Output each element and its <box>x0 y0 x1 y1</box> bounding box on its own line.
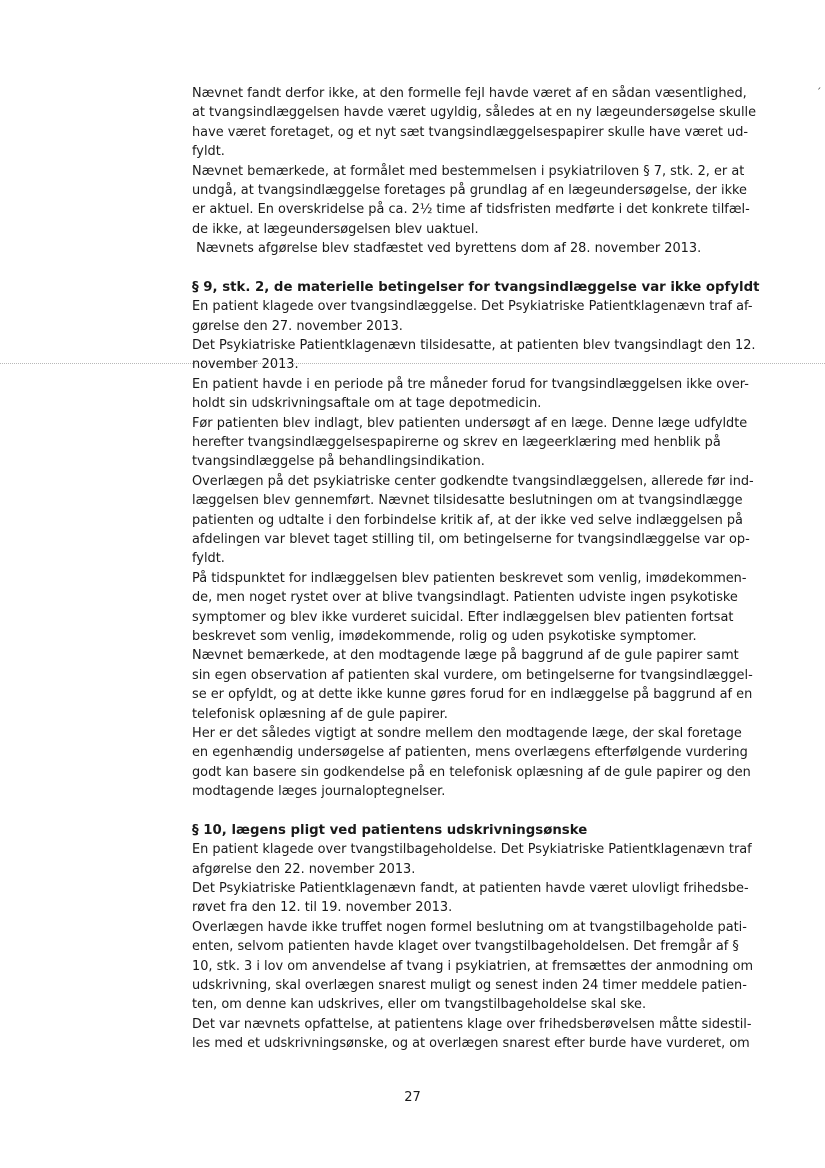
paragraph-line: at tvangsindlæggelsen havde været ugyldig, således at en ny lægeundersøgelse skulle <box>192 105 757 121</box>
paragraph-line: røvet fra den 12. til 19. november 2013. <box>192 900 453 916</box>
paragraph-line: de ikke, at lægeundersøgelsen blev uaktuel. <box>192 221 479 237</box>
paragraph-line: afgørelse den 22. november 2013. <box>192 861 416 877</box>
paragraph-line: Nævnet bemærkede, at formålet med bestemmelsen i psykiatriloven § 7, stk. 2, er at <box>192 163 745 179</box>
paragraph-line: En patient havde i en periode på tre måneder forud for tvangsindlæggelsen ikke over- <box>192 376 749 392</box>
paragraph-line: de, men noget rystet over at blive tvangsindlagt. Patienten udviste ingen psykotiske <box>192 590 738 606</box>
paragraph-line: modtagende læges journaloptegnelser. <box>192 784 446 800</box>
section-9-stk-2 <box>192 278 760 802</box>
paragraph-line: en egenhændig undersøgelse af patienten, mens overlægens efterfølgende vurdering <box>192 745 748 761</box>
paragraph-line: En patient klagede over tvangstilbageholdelse. Det Psykiatriske Patientklagenævn traf <box>192 842 752 858</box>
section-heading: § 9, stk. 2, de materielle betingelser for tvangsindlæggelse var ikke opfyldt <box>192 279 760 295</box>
paragraph-line: afdelingen var blevet taget stilling til, om betingelserne for tvangsindlæggelse var op- <box>192 531 750 547</box>
paragraph-line: Det var nævnets opfattelse, at patientens klage over frihedsberøvelsen måtte sidestil- <box>192 1016 752 1032</box>
paragraph-line: holdt sin udskrivningsaftale om at tage depotmedicin. <box>192 396 542 412</box>
section-gap <box>192 259 748 278</box>
paragraph-line: beskrevet som venlig, imødekommende, rolig og uden psykotiske symptomer. <box>192 628 697 644</box>
paragraph-line: symptomer og blev ikke vurderet suicidal. Efter indlæggelsen blev patienten fortsat <box>192 609 734 625</box>
section-gap <box>192 801 748 820</box>
paragraph-line: Nævnet bemærkede, at den modtagende læge på baggrund af de gule papirer samt <box>192 648 739 664</box>
page-number: 27 <box>404 1090 421 1105</box>
paragraph-line: På tidspunktet for indlæggelsen blev patienten beskrevet som venlig, imødekommen- <box>192 570 747 586</box>
body-text <box>192 84 760 1054</box>
paragraph-line: herefter tvangsindlæggelsespapirerne og skrev en lægeerklæring med henblik på <box>192 435 721 451</box>
paragraph-line: Nævnets afgørelse blev stadfæstet ved byrettens dom af 28. november 2013. <box>192 241 702 257</box>
paragraph-line: enten, selvom patienten havde klaget over tvangstilbageholdelsen. Det fremgår af § <box>192 939 739 955</box>
section-10 <box>192 821 754 1054</box>
paragraph-line: tvangsindlæggelse på behandlingsindikation. <box>192 454 485 470</box>
paragraph-line: fyldt. <box>192 551 225 567</box>
section-intro <box>192 84 757 259</box>
paragraph-line: fyldt. <box>192 144 225 160</box>
paragraph-line: udskrivning, skal overlægen snarest muligt og senest inden 24 timer meddele patien- <box>192 977 747 993</box>
paragraph-line: læggelsen blev gennemført. Nævnet tilsidesatte beslutningen om at tvangsindlægge <box>192 493 743 509</box>
paragraph-line: sin egen observation af patienten skal vurdere, om betingelserne for tvangsindlæggel- <box>192 667 753 683</box>
paragraph-line: se er opfyldt, og at dette ikke kunne gøres forud for en indlæggelse på baggrund af en <box>192 687 753 703</box>
paragraph-line: Overlægen på det psykiatriske center godkendte tvangsindlæggelsen, allerede før ind- <box>192 473 754 489</box>
paragraph-line: Før patienten blev indlagt, blev patienten undersøgt af en læge. Denne læge udfyldte <box>192 415 748 431</box>
paragraph-line: Det Psykiatriske Patientklagenævn tilsidesatte, at patienten blev tvangsindlagt den 12. <box>192 338 756 354</box>
paragraph-line: En patient klagede over tvangsindlæggelse. Det Psykiatriske Patientklagenævn traf af- <box>192 299 753 315</box>
paragraph-line: gørelse den 27. november 2013. <box>192 318 403 334</box>
paragraph-line: patienten og udtalte i den forbindelse kritik af, at der ikke ved selve indlæggelsen på <box>192 512 743 528</box>
paragraph-line: november 2013. <box>192 357 299 373</box>
paragraph-line: Nævnet fandt derfor ikke, at den formelle fejl havde været af en sådan væsentlighed, <box>192 86 747 101</box>
edge-mark: ´ <box>816 86 822 99</box>
paragraph-line: godt kan basere sin godkendelse på en telefonisk oplæsning af de gule papirer og den <box>192 764 751 780</box>
paragraph-line: Overlægen havde ikke truffet nogen formel beslutning om at tvangstilbageholde pati- <box>192 919 747 935</box>
paragraph-line: er aktuel. En overskridelse på ca. 2½ time af tidsfristen medførte i det konkrete tilfæl- <box>192 202 750 218</box>
paragraph-line: telefonisk oplæsning af de gule papirer. <box>192 706 448 722</box>
paragraph-line: Her er det således vigtigt at sondre mellem den modtagende læge, der skal foretage <box>192 725 742 741</box>
paragraph-line: have været foretaget, og et nyt sæt tvangsindlæggelsespapirer skulle have været ud- <box>192 124 749 140</box>
paragraph-line: Det Psykiatriske Patientklagenævn fandt, at patienten havde været ulovligt frihedsbe- <box>192 881 749 897</box>
paragraph-line: 10, stk. 3 i lov om anvendelse af tvang i psykiatrien, at fremsættes der anmodning om <box>192 958 754 974</box>
paragraph-line: undgå, at tvangsindlæggelse foretages på grundlag af en lægeundersøgelse, der ikke <box>192 182 747 198</box>
paragraph-line: ten, om denne kan udskrives, eller om tvangstilbageholdelse skal ske. <box>192 997 647 1013</box>
section-heading: § 10, lægens pligt ved patientens udskrivningsønske <box>192 822 588 838</box>
paragraph-line: les med et udskrivningsønske, og at overlægen snarest efter burde have vurderet, om <box>192 1036 750 1052</box>
